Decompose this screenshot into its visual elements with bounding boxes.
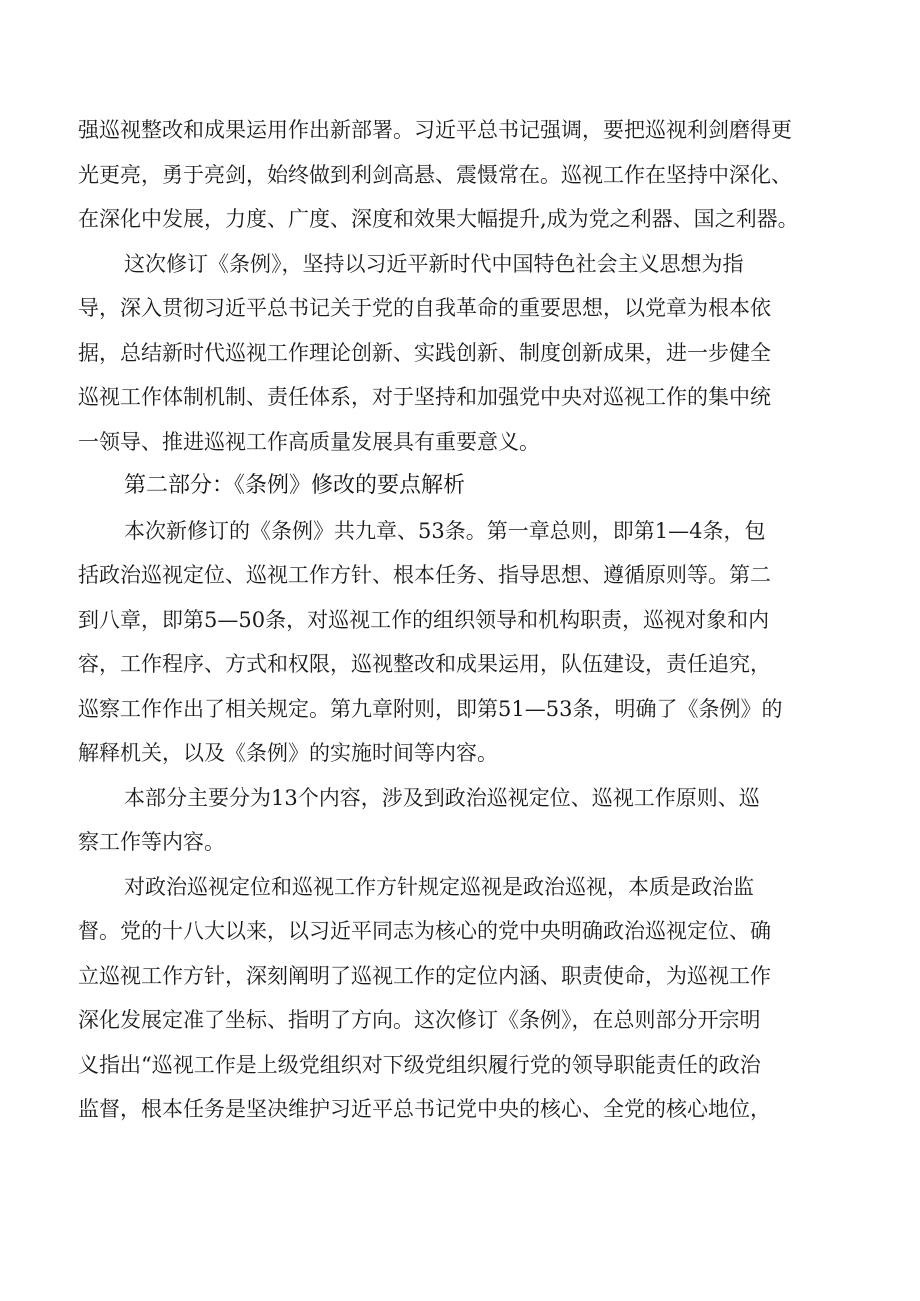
text-line: 光更亮，勇于亮剑，始终做到利剑高悬、震慑常在。巡视工作在坚持中深化、 [78,162,792,187]
text-line: 一领导、推进巡视工作高质量发展具有重要意义。 [78,429,540,454]
text-line: 据，总结新时代巡视工作理论创新、实践创新、制度创新成果，进一步健全 [78,340,771,365]
text-line: 容，工作程序、方式和权限，巡视整改和成果运用，队伍建设，责任追究， [78,652,771,676]
paragraph-start-line: 本部分主要分为13个内容，涉及到政治巡视定位、巡视工作原则、巡 [124,785,760,810]
text-line: 督。党的十八大以来，以习近平同志为核心的党中央明确政治巡视定位、确 [78,919,771,943]
text-line: 括政治巡视定位、巡视工作方针、根本任务、指导思想、遵循原则等。第二 [78,563,771,587]
text-line: 监督，根本任务是坚决维护习近平总书记党中央的核心、全党的核心地位， [78,1097,771,1121]
text-line: 在深化中发展，力度、广度、深度和效果大幅提升,成为党之利器、国之利器。 [78,207,799,231]
text-line: 巡察工作作出了相关规定。第九章附则，即第51—53条，明确了《条例》的 [78,696,783,721]
text-line: 导，深入贯彻习近平总书记关于党的自我革命的重要思想，以党章为根本依 [78,296,771,320]
text-line: 察工作等内容。 [78,830,225,854]
paragraph-start-line: 对政治巡视定位和巡视工作方针规定巡视是政治巡视，本质是政治监 [124,874,754,899]
text-line: 强巡视整改和成果运用作出新部署。习近平总书记强调，要把巡视利剑磨得更 [78,118,792,142]
text-line: 巡视工作体制机制、责任体系，对于坚持和加强党中央对巡视工作的集中统 [78,385,771,409]
document-body [78,108,858,1132]
text-line: 立巡视工作方针，深刻阐明了巡视工作的定位内涵、职责使命，为巡视工作 [78,963,771,988]
text-line: 义指出“巡视工作是上级党组织对下级党组织履行党的领导职能责任的政治 [78,1052,761,1077]
text-line: 深化发展定准了坐标、指明了方向。这次修订《条例》，在总则部分开宗明 [78,1008,761,1032]
section-heading: 第二部分：《条例》修改的要点解析 [124,473,466,498]
text-line: 解释机关，以及《条例》的实施时间等内容。 [78,741,498,765]
text-line: 到八章，即第5—50条，对巡视工作的组织领导和机构职责，巡视对象和内 [78,607,770,632]
paragraph-start-line: 这次修订《条例》，坚持以习近平新时代中国特色社会主义思想为指 [124,251,744,276]
paragraph-start-line: 本次新修订的《条例》共九章、53条。第一章总则，即第1—4条，包 [124,518,766,543]
